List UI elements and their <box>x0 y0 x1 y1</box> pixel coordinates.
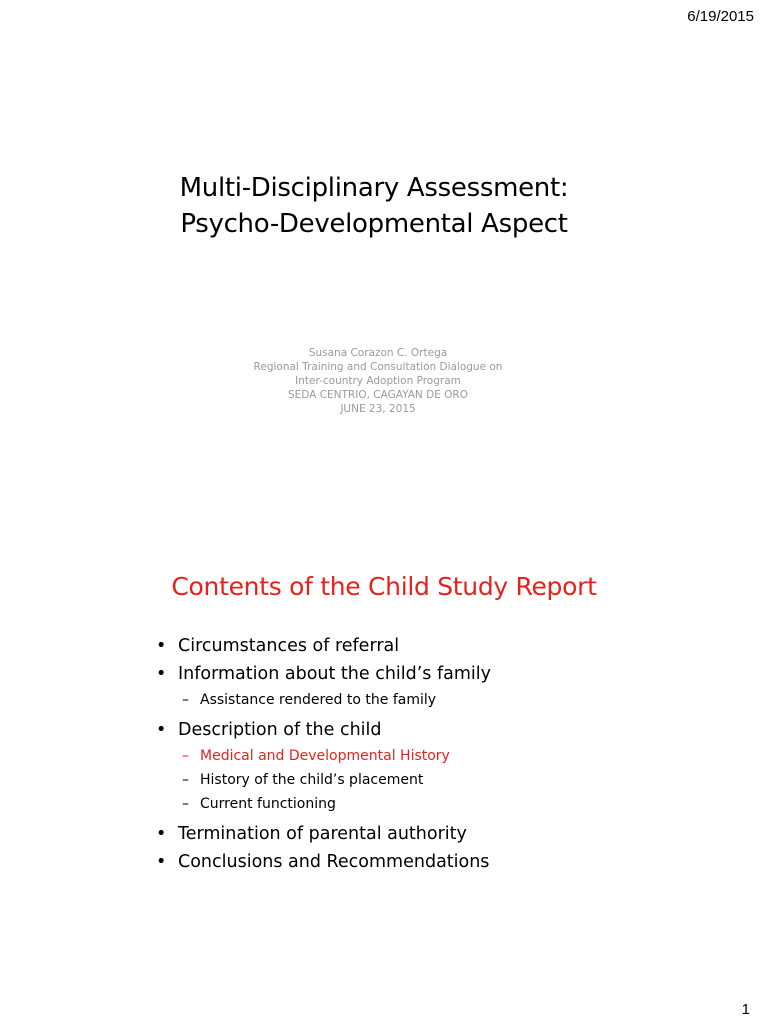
slide-title-line-1: Multi-Disciplinary Assessment: <box>179 173 569 203</box>
sub-list-item <box>156 688 716 712</box>
list-item <box>156 632 716 660</box>
event-date: JUNE 23, 2015 <box>340 403 416 415</box>
sub-list-item-text: Assistance rendered to the family <box>200 692 437 708</box>
list-item-text: Information about the child’s family <box>178 664 492 684</box>
list-item <box>156 660 716 688</box>
slide-title-line-2: Psycho-Developmental Aspect <box>180 209 568 239</box>
dash-icon: – <box>182 692 189 708</box>
list-item <box>156 820 716 848</box>
list-item <box>156 848 716 876</box>
presenter-info <box>0 346 756 416</box>
sub-list-item-text: History of the child’s placement <box>200 772 424 788</box>
sub-list-item-text: Current functioning <box>200 796 336 812</box>
list-item-text: Termination of parental authority <box>178 824 467 844</box>
list-item-text: Conclusions and Recommendations <box>178 852 490 872</box>
presenter-name: Susana Corazon C. Ortega <box>308 347 448 359</box>
sub-list-item-highlighted <box>156 744 716 768</box>
sub-list-item <box>156 768 716 792</box>
dash-icon: – <box>182 748 189 764</box>
contents-slide-title: Contents of the Child Study Report <box>171 572 597 601</box>
contents-bullet-list <box>156 632 716 876</box>
dash-icon: – <box>182 772 189 788</box>
list-item-text: Circumstances of referral <box>178 636 400 656</box>
bullet-icon: • <box>156 664 167 684</box>
event-name-line-1: Regional Training and Consultation Dialogue on <box>253 361 503 373</box>
page-date: 6/19/2015 <box>687 8 754 25</box>
event-venue: SEDA CENTRIO, CAGAYAN DE ORO <box>288 389 468 401</box>
bullet-icon: • <box>156 824 167 844</box>
dash-icon: – <box>182 796 189 812</box>
sub-list-item <box>156 792 716 816</box>
bullet-icon: • <box>156 852 167 872</box>
list-item-text: Description of the child <box>178 720 382 740</box>
list-item <box>156 716 716 744</box>
event-name-line-2: Inter-country Adoption Program <box>295 375 461 387</box>
sub-list-item-text: Medical and Developmental History <box>200 748 450 764</box>
bullet-icon: • <box>156 636 167 656</box>
bullet-icon: • <box>156 720 167 740</box>
slide-title <box>0 170 748 242</box>
page-number: 1 <box>741 1001 750 1018</box>
title-slide <box>0 170 748 242</box>
